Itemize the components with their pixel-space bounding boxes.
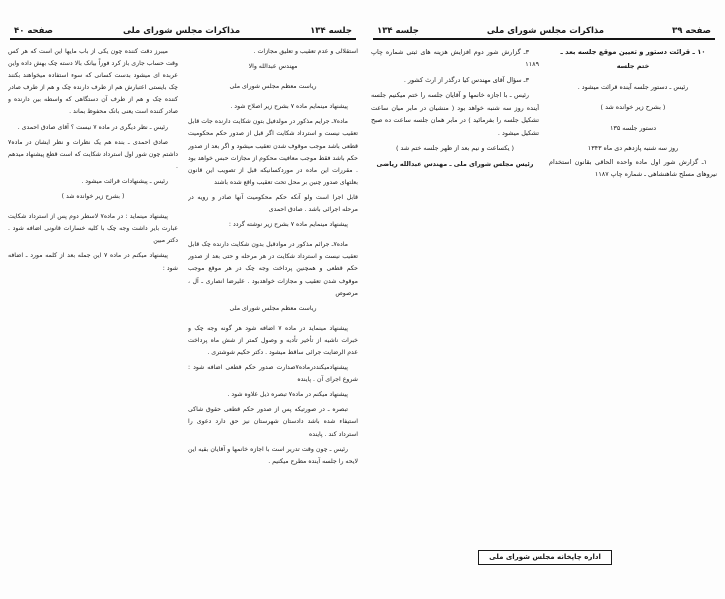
right-inner-note: تبصره ـ در صورتیکه پس از صدور حکم قطعی حقوق شاکی استیفاء شده باشد دادستان شهرستان نیز حق دارد دعوی را استرداد کند . پاینده xyxy=(188,406,358,438)
left-item-3: رئیس ـ با اجازه خانمها و آقایان جلسه را ختم میکنیم جلسه آینده روز سه شنبه خواهد بود ( منشیان در مابر میان ساعت تشکیل جلسه را بفرمائید ) در مابر همان جلسه ساعت ده صبح تشکیل میشود . xyxy=(371,91,539,137)
agenda-heading: ۱۰ ـ قرائت دستور و تعیین موقع جلسه بعد ـ xyxy=(560,48,706,56)
right-header-rule xyxy=(10,38,356,40)
left-item-1: ۳ـ گزارش شور دوم افزایش هزینه های ثبتی شماره چاپ ۱۱۸۹ xyxy=(371,48,539,69)
left-page-columns xyxy=(371,46,717,586)
right-outer-chair-2: رئیس ـ پیشنهادات قرائت میشود . xyxy=(81,177,168,185)
right-page-columns xyxy=(8,46,358,586)
right-inner-article-7a: ماده۷ـ جرایم مذکور در مولدفیل بتون شکایت دارنده جات قابل تعقیب نیست و استرداد شکایت اگر قبل از صدور حکم محکومیت قطعی باشد موجب موقوف شدن تعقیب میشود و اگر بعد از صدور حکم باشد فقط موجب معافیت محکوم از مجازات حبس خواهد بود . مقررات این ماده در موردکسانیکه قبل از تصویب این قانون بعلتهای صدور چنین بر محل تحت تعقیب واقع شده باشند xyxy=(188,118,358,186)
right-inner-line-1: استقلالی و عدم تعقیب و تعلیق مجازات . xyxy=(253,48,358,55)
left-page-running-head xyxy=(371,22,717,38)
right-session-number: جلسه ۱۳۴ xyxy=(310,26,352,36)
left-item-2: ۳ـ سؤال آقای مهندس کیا درگذر از ارث کشور . xyxy=(403,75,529,84)
right-outer-speech-1: میبرز دقت کننده چون یکی از باب مایها این است که هر کس وقت حساب جاری باز کرد فوراً بیانک بالا دسته چک بهش داده واین عربده ای میشود بدست کسانی که سوء استفاده میخواهند بکنند چک بایستی اعتبارش هم از طرف دارنده چک و هم از طرف صادر کننده چک و هم از طرف آن دستگاهی که واسطه بین دارنده و صادر کننده است یعنی بانک محفوظ بماند . xyxy=(8,48,178,116)
right-inner-address-2: ریاست معظم مجلس شورای ملی xyxy=(229,304,317,312)
right-inner-line-4: پیشنهاد مینمایم ماده ۷ بشرح زیر اصلاح شود . xyxy=(230,103,348,111)
left-page-title: مذاکرات مجلس شورای ملی xyxy=(486,26,605,36)
right-column-inner xyxy=(188,46,358,586)
right-inner-line-7: پیشنهاد مینمایم ماده ۷ بشرح زیر نوشته گردد : xyxy=(228,221,348,229)
right-outer-proposal-2: پیشنهاد میکنم در ماده ۷ این جمله بعد از کلمه مورد ـ اضافه شود : xyxy=(8,252,178,272)
left-header-rule xyxy=(373,38,715,40)
left-session-number: جلسه ۱۳۴ xyxy=(377,26,419,36)
right-column-outer xyxy=(8,46,178,586)
left-item-4: ( یکساعت و نیم بعد از ظهر جلسه ختم شد ) xyxy=(395,144,515,153)
agenda-subheading: ختم جلسه xyxy=(616,62,650,71)
left-column-inner xyxy=(549,46,717,586)
left-signature: رئیس مجلس شورای ملی ـ مهندس عبدالله ریاضی xyxy=(376,159,534,168)
right-outer-speaker-ahmadi: صادق احمدی ـ بنده هم یک نظرات و نظر ایشان در ماده۷ داشتم چون شور اول استرداد شکایت که است قطع پیشنهاد میدهم . xyxy=(8,138,178,170)
right-outer-proposal-1: پیشنهاد مینماید : در ماده۷ لاسطر دوم پس از استرداد شکایت عبارت بایر داشت وجه چک با کلیه خسارات قانونی اضافه شود . دکتر مبین xyxy=(8,213,178,245)
right-outer-read-note: ( بشرح زیر خوانده شد ) xyxy=(61,193,125,201)
right-page-number: صفحه ۴۰ xyxy=(14,26,53,36)
right-page-running-head xyxy=(8,22,358,38)
agenda-line-3: دستور جلسه ۱۳۵ xyxy=(609,123,657,132)
right-inner-signature-1: مهندس عبدالله والا xyxy=(248,63,298,71)
right-inner-line-10: پیشنهاد مینماید در ماده ۷ اضافه شود هر گونه وجه چک و خبرات ناشیه از تأخیر تأدیه و وصول کمتر از شش ماه پرداخت عدم الرضایت جرائی ساقط میشود . دکتر حکیم شوشتری . xyxy=(188,324,358,356)
left-column-outer xyxy=(371,46,539,586)
right-inner-article-7b: ماده۷ـ جرائم مذکور در موادقبل بدون شکایت دارنده چک قابل تعقیب نیست و استرداد شکایت در هر مرحله و حتی بعد از صدور حکم قطعی و همچنین پرداخت وجه چک در هر موقع موجب موقوف شدن تعقیب و مجازات خواهدبود . علیرضا انصاری ـ آل ، مرصوص xyxy=(188,241,358,297)
right-inner-line-6: قابل اجرا است ولو آنکه حکم محکومیت آنها صادر و رویه در مرحله اجرائی باشد . صادق احمدی xyxy=(188,193,358,214)
left-page-number: صفحه ۳۹ xyxy=(672,26,711,36)
page-left xyxy=(365,0,725,599)
agenda-line-4: روز سه شنبه پازدهم دی ماه ۱۳۴۳ xyxy=(587,144,679,153)
printing-office-stamp-wrap xyxy=(365,550,725,565)
agenda-line-1: رئیس ـ دستور جلسه آینده قرائت میشود . xyxy=(577,82,689,91)
agenda-line-5: ۱ـ گزارش شور اول ماده واحده الحاقی بقانون استخدام نیروهای مسلح شاهنشاهی ـ شماره چاپ ۱۱۸۷ xyxy=(549,157,717,179)
right-outer-chair-1: رئیس ـ نظر دیگری در ماده ۷ نیست ؟ آقای صادق احمدی . xyxy=(17,123,168,131)
right-page-title: مذاکرات مجلس شورای ملی xyxy=(122,26,241,36)
right-inner-note-body: رئیس ـ چون وقت تدریر است با اجازه خانمها و آقایان بقیه این لایحه را جلسه آینده مطرح میکنیم . xyxy=(188,445,358,465)
right-inner-address-1: ریاست معظم مجلس شورای ملی xyxy=(229,83,317,91)
right-inner-line-12: پیشنهاد میکنم در ماده۷ تبصره ذیل علاوه شود . xyxy=(227,391,348,399)
agenda-line-2: ( بشرح زیر خوانده شد ) xyxy=(600,103,666,112)
printing-office-stamp: اداره چاپخانه مجلس شورای ملی xyxy=(478,550,612,565)
right-inner-line-11: پیشنهادمیکنددرماده۷صدارت صدور حکم قطعی اضافه شود : شروع اجرای آن . پاینده xyxy=(188,364,358,384)
